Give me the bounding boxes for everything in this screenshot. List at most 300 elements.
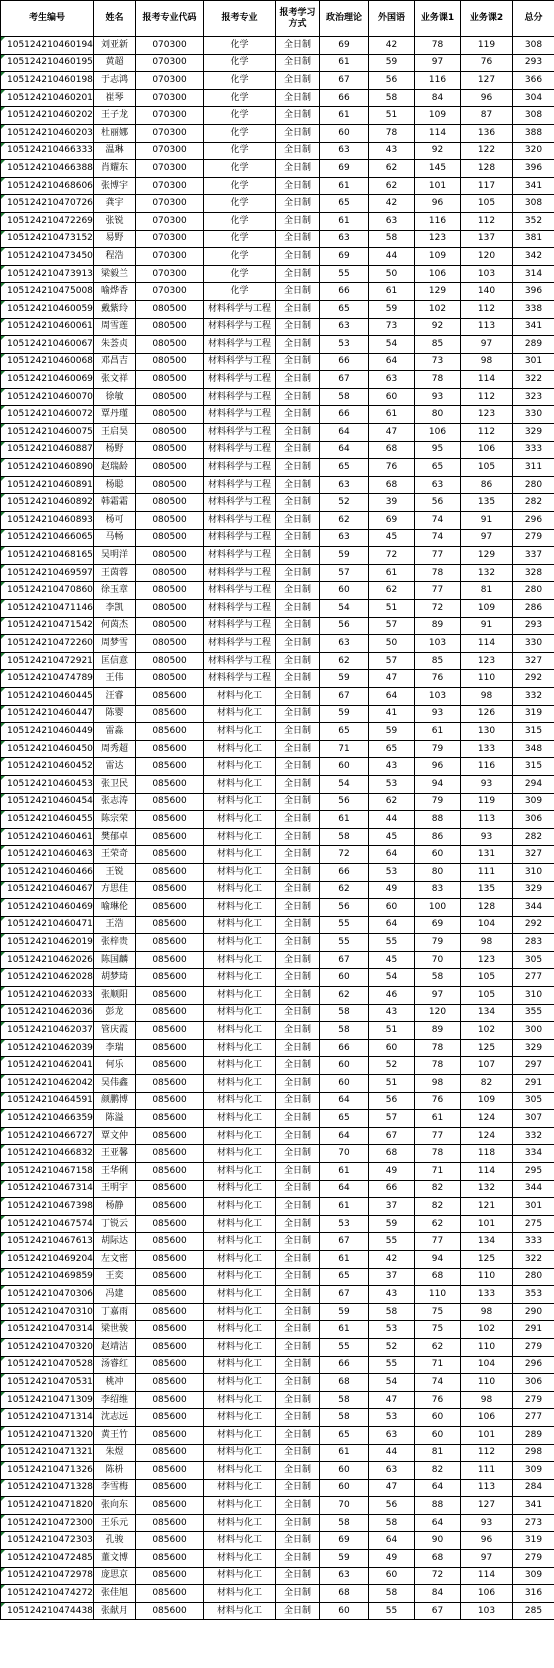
table-row [1, 1497, 554, 1515]
study-mode-cell: 全日制 [276, 1110, 320, 1128]
table-row [1, 107, 554, 125]
subject-1-score-cell: 97 [415, 54, 461, 72]
table-row [1, 846, 554, 864]
major-cell: 材料与化工 [204, 705, 276, 723]
major-code-cell: 070300 [136, 212, 204, 230]
subject-1-score-cell: 62 [415, 1215, 461, 1233]
table-row [1, 1391, 554, 1409]
major-cell: 材料与化工 [204, 1567, 276, 1585]
subject-1-score-cell: 78 [415, 371, 461, 389]
candidate-id-cell: 105124210469204 [1, 1250, 94, 1268]
study-mode-cell: 全日制 [276, 248, 320, 266]
table-row [1, 582, 554, 600]
name-cell: 陈溢 [94, 1110, 136, 1128]
major-cell: 化学 [204, 37, 276, 55]
name-cell: 雷达 [94, 758, 136, 776]
name-cell: 易野 [94, 230, 136, 248]
major-code-cell: 085600 [136, 1409, 204, 1427]
study-mode-cell: 全日制 [276, 1550, 320, 1568]
major-cell: 材料与化工 [204, 1321, 276, 1339]
major-code-cell: 085600 [136, 846, 204, 864]
politics-score-cell: 67 [320, 371, 369, 389]
politics-score-cell: 66 [320, 863, 369, 881]
table-row [1, 1462, 554, 1480]
header-subject-1: 业务课1 [415, 1, 461, 37]
table-row [1, 1550, 554, 1568]
foreign-language-score-cell: 47 [369, 1391, 415, 1409]
foreign-language-score-cell: 64 [369, 916, 415, 934]
subject-2-score-cell: 105 [461, 459, 513, 477]
study-mode-cell: 全日制 [276, 1462, 320, 1480]
foreign-language-score-cell: 42 [369, 195, 415, 213]
subject-2-score-cell: 132 [461, 564, 513, 582]
study-mode-cell: 全日制 [276, 1303, 320, 1321]
major-code-cell: 085600 [136, 916, 204, 934]
subject-2-score-cell: 123 [461, 951, 513, 969]
study-mode-cell: 全日制 [276, 687, 320, 705]
candidate-id-cell: 105124210472978 [1, 1567, 94, 1585]
politics-score-cell: 61 [320, 107, 369, 125]
candidate-id-cell: 105124210460447 [1, 705, 94, 723]
major-cell: 材料科学与工程 [204, 406, 276, 424]
candidate-id-cell: 105124210460466 [1, 863, 94, 881]
subject-2-score-cell: 132 [461, 1180, 513, 1198]
major-cell: 材料与化工 [204, 793, 276, 811]
foreign-language-score-cell: 44 [369, 1444, 415, 1462]
table-row [1, 1233, 554, 1251]
candidate-id-cell: 105124210468606 [1, 177, 94, 195]
subject-1-score-cell: 95 [415, 441, 461, 459]
major-cell: 材料科学与工程 [204, 300, 276, 318]
table-row [1, 635, 554, 653]
subject-1-score-cell: 60 [415, 1409, 461, 1427]
total-score-cell: 328 [513, 564, 554, 582]
study-mode-cell: 全日制 [276, 1022, 320, 1040]
subject-2-score-cell: 113 [461, 318, 513, 336]
politics-score-cell: 59 [320, 670, 369, 688]
name-cell: 陈宗荣 [94, 811, 136, 829]
foreign-language-score-cell: 59 [369, 1215, 415, 1233]
name-cell: 张佳旭 [94, 1585, 136, 1603]
study-mode-cell: 全日制 [276, 1092, 320, 1110]
table-row [1, 1602, 554, 1620]
subject-2-score-cell: 97 [461, 1550, 513, 1568]
table-row [1, 600, 554, 618]
study-mode-cell: 全日制 [276, 1338, 320, 1356]
total-score-cell: 292 [513, 670, 554, 688]
total-score-cell: 294 [513, 775, 554, 793]
subject-2-score-cell: 93 [461, 1514, 513, 1532]
major-code-cell: 085600 [136, 987, 204, 1005]
total-score-cell: 297 [513, 1057, 554, 1075]
name-cell: 张顺阳 [94, 987, 136, 1005]
politics-score-cell: 64 [320, 424, 369, 442]
table-row [1, 793, 554, 811]
politics-score-cell: 61 [320, 1321, 369, 1339]
subject-2-score-cell: 93 [461, 828, 513, 846]
total-score-cell: 310 [513, 987, 554, 1005]
subject-1-score-cell: 82 [415, 1462, 461, 1480]
candidate-id-cell: 105124210472303 [1, 1532, 94, 1550]
politics-score-cell: 61 [320, 1250, 369, 1268]
total-score-cell: 307 [513, 1110, 554, 1128]
subject-1-score-cell: 116 [415, 72, 461, 90]
name-cell: 庞思京 [94, 1567, 136, 1585]
major-code-cell: 080500 [136, 441, 204, 459]
name-cell: 颜鹏博 [94, 1092, 136, 1110]
foreign-language-score-cell: 73 [369, 318, 415, 336]
major-code-cell: 085600 [136, 1585, 204, 1603]
major-code-cell: 085600 [136, 1426, 204, 1444]
table-row [1, 142, 554, 160]
subject-2-score-cell: 123 [461, 406, 513, 424]
name-cell: 黄王竹 [94, 1426, 136, 1444]
table-row [1, 881, 554, 899]
major-code-cell: 070300 [136, 89, 204, 107]
politics-score-cell: 60 [320, 969, 369, 987]
major-cell: 材料与化工 [204, 687, 276, 705]
subject-2-score-cell: 126 [461, 705, 513, 723]
study-mode-cell: 全日制 [276, 740, 320, 758]
table-row [1, 353, 554, 371]
politics-score-cell: 68 [320, 1585, 369, 1603]
politics-score-cell: 66 [320, 89, 369, 107]
table-row [1, 1479, 554, 1497]
foreign-language-score-cell: 78 [369, 124, 415, 142]
total-score-cell: 280 [513, 476, 554, 494]
major-cell: 材料科学与工程 [204, 388, 276, 406]
subject-2-score-cell: 109 [461, 1092, 513, 1110]
major-code-cell: 085600 [136, 1215, 204, 1233]
study-mode-cell: 全日制 [276, 1004, 320, 1022]
name-cell: 朱煜 [94, 1444, 136, 1462]
candidate-id-cell: 105124210473913 [1, 265, 94, 283]
subject-2-score-cell: 98 [461, 353, 513, 371]
major-cell: 材料科学与工程 [204, 582, 276, 600]
politics-score-cell: 62 [320, 512, 369, 530]
study-mode-cell: 全日制 [276, 1426, 320, 1444]
major-cell: 材料与化工 [204, 1286, 276, 1304]
subject-1-score-cell: 94 [415, 775, 461, 793]
subject-1-score-cell: 88 [415, 1497, 461, 1515]
foreign-language-score-cell: 47 [369, 670, 415, 688]
total-score-cell: 273 [513, 1514, 554, 1532]
foreign-language-score-cell: 39 [369, 494, 415, 512]
table-row [1, 987, 554, 1005]
table-row [1, 1022, 554, 1040]
study-mode-cell: 全日制 [276, 775, 320, 793]
subject-1-score-cell: 76 [415, 1391, 461, 1409]
study-mode-cell: 全日制 [276, 424, 320, 442]
study-mode-cell: 全日制 [276, 1286, 320, 1304]
total-score-cell: 301 [513, 353, 554, 371]
study-mode-cell: 全日制 [276, 318, 320, 336]
major-cell: 化学 [204, 72, 276, 90]
table-row [1, 336, 554, 354]
major-code-cell: 080500 [136, 635, 204, 653]
study-mode-cell: 全日制 [276, 899, 320, 917]
name-cell: 胡际达 [94, 1233, 136, 1251]
major-cell: 材料与化工 [204, 1268, 276, 1286]
candidate-id-cell: 105124210460059 [1, 300, 94, 318]
politics-score-cell: 59 [320, 1550, 369, 1568]
study-mode-cell: 全日制 [276, 564, 320, 582]
candidate-id-cell: 105124210475008 [1, 283, 94, 301]
total-score-cell: 309 [513, 793, 554, 811]
study-mode-cell: 全日制 [276, 652, 320, 670]
foreign-language-score-cell: 63 [369, 1426, 415, 1444]
major-code-cell: 085600 [136, 1057, 204, 1075]
study-mode-cell: 全日制 [276, 846, 320, 864]
total-score-cell: 296 [513, 512, 554, 530]
subject-1-score-cell: 109 [415, 248, 461, 266]
name-cell: 赵靖洁 [94, 1338, 136, 1356]
major-cell: 化学 [204, 283, 276, 301]
name-cell: 张志涛 [94, 793, 136, 811]
total-score-cell: 333 [513, 1233, 554, 1251]
foreign-language-score-cell: 47 [369, 424, 415, 442]
subject-1-score-cell: 77 [415, 582, 461, 600]
candidate-id-cell: 105124210466388 [1, 160, 94, 178]
major-cell: 材料与化工 [204, 1233, 276, 1251]
total-score-cell: 381 [513, 230, 554, 248]
politics-score-cell: 67 [320, 951, 369, 969]
study-mode-cell: 全日制 [276, 107, 320, 125]
table-row [1, 1127, 554, 1145]
subject-1-score-cell: 78 [415, 1039, 461, 1057]
foreign-language-score-cell: 56 [369, 1092, 415, 1110]
table-row [1, 1585, 554, 1603]
politics-score-cell: 66 [320, 406, 369, 424]
name-cell: 匡信意 [94, 652, 136, 670]
candidate-id-cell: 105124210460445 [1, 687, 94, 705]
subject-2-score-cell: 111 [461, 1462, 513, 1480]
total-score-cell: 305 [513, 951, 554, 969]
table-row [1, 371, 554, 389]
study-mode-cell: 全日制 [276, 1532, 320, 1550]
total-score-cell: 280 [513, 1268, 554, 1286]
total-score-cell: 308 [513, 107, 554, 125]
header-name: 姓名 [94, 1, 136, 37]
politics-score-cell: 67 [320, 687, 369, 705]
foreign-language-score-cell: 50 [369, 265, 415, 283]
candidate-id-cell: 105124210460893 [1, 512, 94, 530]
study-mode-cell: 全日制 [276, 160, 320, 178]
foreign-language-score-cell: 52 [369, 1338, 415, 1356]
total-score-cell: 279 [513, 1338, 554, 1356]
name-cell: 李瑞 [94, 1039, 136, 1057]
major-cell: 材料与化工 [204, 828, 276, 846]
candidate-id-cell: 105124210473450 [1, 248, 94, 266]
major-cell: 化学 [204, 212, 276, 230]
major-cell: 化学 [204, 195, 276, 213]
subject-1-score-cell: 102 [415, 300, 461, 318]
study-mode-cell: 全日制 [276, 670, 320, 688]
subject-2-score-cell: 125 [461, 1039, 513, 1057]
politics-score-cell: 66 [320, 353, 369, 371]
name-cell: 王茵蓉 [94, 564, 136, 582]
major-code-cell: 080500 [136, 318, 204, 336]
subject-2-score-cell: 114 [461, 1163, 513, 1181]
total-score-cell: 285 [513, 1602, 554, 1620]
foreign-language-score-cell: 53 [369, 1321, 415, 1339]
name-cell: 李绍维 [94, 1391, 136, 1409]
foreign-language-score-cell: 63 [369, 212, 415, 230]
subject-2-score-cell: 137 [461, 230, 513, 248]
table-row [1, 1180, 554, 1198]
subject-1-score-cell: 71 [415, 1356, 461, 1374]
major-cell: 材料与化工 [204, 775, 276, 793]
candidate-id-cell: 105124210460891 [1, 476, 94, 494]
total-score-cell: 282 [513, 828, 554, 846]
subject-2-score-cell: 98 [461, 934, 513, 952]
total-score-cell: 319 [513, 705, 554, 723]
subject-1-score-cell: 106 [415, 424, 461, 442]
politics-score-cell: 72 [320, 846, 369, 864]
major-code-cell: 085600 [136, 1092, 204, 1110]
major-code-cell: 080500 [136, 476, 204, 494]
study-mode-cell: 全日制 [276, 494, 320, 512]
politics-score-cell: 60 [320, 1602, 369, 1620]
politics-score-cell: 69 [320, 248, 369, 266]
name-cell: 张卫民 [94, 775, 136, 793]
name-cell: 张向东 [94, 1497, 136, 1515]
foreign-language-score-cell: 42 [369, 37, 415, 55]
study-mode-cell: 全日制 [276, 353, 320, 371]
major-cell: 材料科学与工程 [204, 670, 276, 688]
major-code-cell: 085600 [136, 934, 204, 952]
major-cell: 材料与化工 [204, 1338, 276, 1356]
table-row [1, 248, 554, 266]
major-cell: 材料与化工 [204, 951, 276, 969]
major-cell: 材料与化工 [204, 1426, 276, 1444]
candidate-id-cell: 105124210460195 [1, 54, 94, 72]
foreign-language-score-cell: 72 [369, 547, 415, 565]
total-score-cell: 322 [513, 371, 554, 389]
study-mode-cell: 全日制 [276, 1198, 320, 1216]
major-code-cell: 080500 [136, 371, 204, 389]
candidate-id-cell: 105124210467398 [1, 1198, 94, 1216]
major-cell: 材料与化工 [204, 1550, 276, 1568]
study-mode-cell: 全日制 [276, 54, 320, 72]
total-score-cell: 327 [513, 846, 554, 864]
major-cell: 材料与化工 [204, 1022, 276, 1040]
name-cell: 张文祥 [94, 371, 136, 389]
table-row [1, 441, 554, 459]
subject-1-score-cell: 78 [415, 1057, 461, 1075]
total-score-cell: 305 [513, 1092, 554, 1110]
header-row [1, 1, 554, 37]
study-mode-cell: 全日制 [276, 1567, 320, 1585]
candidate-id-cell: 105124210460069 [1, 371, 94, 389]
subject-2-score-cell: 127 [461, 1497, 513, 1515]
name-cell: 陈枡 [94, 1462, 136, 1480]
major-cell: 材料与化工 [204, 1180, 276, 1198]
table-row [1, 1532, 554, 1550]
major-code-cell: 085600 [136, 1321, 204, 1339]
candidate-id-cell: 105124210473152 [1, 230, 94, 248]
subject-1-score-cell: 70 [415, 951, 461, 969]
total-score-cell: 300 [513, 1022, 554, 1040]
name-cell: 李雪梅 [94, 1479, 136, 1497]
major-cell: 材料科学与工程 [204, 336, 276, 354]
subject-1-score-cell: 74 [415, 1374, 461, 1392]
total-score-cell: 290 [513, 1303, 554, 1321]
major-cell: 材料与化工 [204, 987, 276, 1005]
total-score-cell: 293 [513, 54, 554, 72]
table-row [1, 160, 554, 178]
candidate-id-cell: 105124210470531 [1, 1374, 94, 1392]
foreign-language-score-cell: 50 [369, 635, 415, 653]
candidate-id-cell: 105124210462033 [1, 987, 94, 1005]
major-code-cell: 070300 [136, 54, 204, 72]
politics-score-cell: 63 [320, 529, 369, 547]
subject-1-score-cell: 106 [415, 265, 461, 283]
politics-score-cell: 65 [320, 1268, 369, 1286]
name-cell: 冯建 [94, 1286, 136, 1304]
foreign-language-score-cell: 44 [369, 248, 415, 266]
candidate-id-cell: 105124210470528 [1, 1356, 94, 1374]
subject-2-score-cell: 131 [461, 846, 513, 864]
candidate-id-cell: 105124210460450 [1, 740, 94, 758]
candidate-id-cell: 105124210460068 [1, 353, 94, 371]
table-row [1, 705, 554, 723]
foreign-language-score-cell: 64 [369, 846, 415, 864]
foreign-language-score-cell: 61 [369, 406, 415, 424]
major-code-cell: 085600 [136, 1233, 204, 1251]
subject-1-score-cell: 62 [415, 1338, 461, 1356]
major-code-cell: 085600 [136, 863, 204, 881]
major-code-cell: 070300 [136, 283, 204, 301]
major-code-cell: 070300 [136, 124, 204, 142]
total-score-cell: 301 [513, 1198, 554, 1216]
total-score-cell: 352 [513, 212, 554, 230]
study-mode-cell: 全日制 [276, 582, 320, 600]
foreign-language-score-cell: 60 [369, 899, 415, 917]
politics-score-cell: 63 [320, 142, 369, 160]
table-row [1, 1110, 554, 1128]
table-row [1, 652, 554, 670]
foreign-language-score-cell: 46 [369, 987, 415, 1005]
table-row [1, 934, 554, 952]
major-cell: 材料科学与工程 [204, 564, 276, 582]
name-cell: 左文密 [94, 1250, 136, 1268]
total-score-cell: 306 [513, 811, 554, 829]
subject-1-score-cell: 69 [415, 916, 461, 934]
subject-1-score-cell: 77 [415, 547, 461, 565]
total-score-cell: 291 [513, 1321, 554, 1339]
study-mode-cell: 全日制 [276, 1585, 320, 1603]
table-row [1, 863, 554, 881]
name-cell: 黄超 [94, 54, 136, 72]
study-mode-cell: 全日制 [276, 512, 320, 530]
name-cell: 王伟 [94, 670, 136, 688]
name-cell: 王华俐 [94, 1163, 136, 1181]
total-score-cell: 353 [513, 1286, 554, 1304]
foreign-language-score-cell: 68 [369, 1145, 415, 1163]
major-code-cell: 085600 [136, 1444, 204, 1462]
name-cell: 张锐 [94, 212, 136, 230]
major-cell: 材料科学与工程 [204, 459, 276, 477]
candidate-id-cell: 105124210460454 [1, 793, 94, 811]
politics-score-cell: 70 [320, 1497, 369, 1515]
candidate-id-cell: 105124210460890 [1, 459, 94, 477]
candidate-id-cell: 105124210460072 [1, 406, 94, 424]
total-score-cell: 308 [513, 37, 554, 55]
candidate-id-cell: 105124210460061 [1, 318, 94, 336]
major-code-cell: 085600 [136, 1338, 204, 1356]
major-code-cell: 085600 [136, 828, 204, 846]
